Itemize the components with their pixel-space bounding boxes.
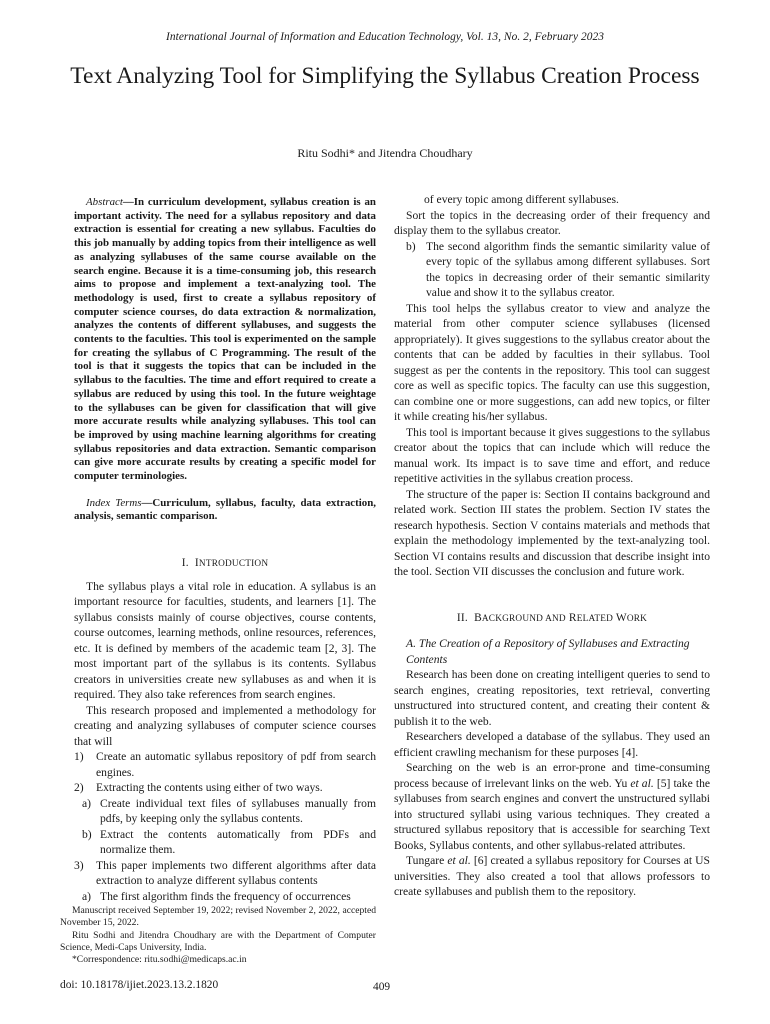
footnote-correspondence: *Correspondence: ritu.sodhi@medicaps.ac.in [72, 954, 247, 966]
list-item: 1) Create an automatic syllabus repository of pdf from search engines. [74, 750, 376, 779]
list-item: a) The first algorithm finds the frequency of occurrences [82, 889, 351, 903]
index-terms-label: Index Terms [86, 496, 142, 509]
searching-paragraph: Searching on the web is an error-prone and time-consuming process because of irrelevant links on the web. Yu et al. [5] take the syllabuses from search engines and convert the unstructured syllabi into structured syllabi using various techniques. They created a structured syllabus repository that is accessible for searching Text Books, Syllabus contents, and other syllabus-related attributes. [394, 761, 711, 852]
section-heading-background: II. BACKGROUND AND RELATED WORK [456, 611, 648, 624]
paper-structure-paragraph: The structure of the paper is: Section II contains background and related work. Section III states the problem. Section IV states the research hypothesis. Section V contains materials and methods that explain the methodology implemented by the text-analyzing tool. Section VI contains results and discussion that describe insight into the tool. Section VII discusses the conclusion and future work. [394, 487, 710, 578]
paper-title: Text Analyzing Tool for Simplifying the Syllabus Creation Process [70, 63, 700, 89]
doi-footer: doi: 10.18178/ijiet.2023.13.2.1820 [60, 979, 219, 991]
list-item: 2) Extracting the contents using either of two ways. [74, 781, 323, 795]
list-item: 3) This paper implements two different algorithms after data extraction to analyze different syllabus contents [74, 858, 376, 888]
tool-helps-paragraph: This tool helps the syllabus creator to view and analyze the material from other computer science syllabuses (licensed appropriately). It gives suggestions to the syllabus creator about the contents that can be added by faculties in their syllabus. Tool suggest as per the contents in the repository. This tool can suggest core as well as specific topics. The faculty can use this suggestion, can combine one or more suggestions, can add new topics, or filter it while creating his/her syllabus. [394, 301, 710, 423]
footnote [60, 905, 376, 966]
journal-header: International Journal of Information and Education Technology, Vol. 13, No. 2, February 2023 [166, 31, 604, 43]
footnote-affiliation: Ritu Sodhi and Jitendra Choudhary are with the Department of Computer Science, Medi-Caps University, India. [60, 929, 376, 953]
intro-paragraph-2: This research proposed and implemented a methodology for creating and analyzing syllabuses of computer science courses that will [74, 703, 376, 748]
right-column [394, 192, 710, 900]
abstract-label: Abstract [86, 196, 123, 208]
sort-paragraph: Sort the topics in the decreasing order of their frequency and display them to the syllabus creator. [394, 208, 710, 237]
tool-important-paragraph: This tool is important because it gives suggestions to the syllabus creator about the topics that can include which will reduce the manual work. Its impact is to save time and effort, and reduce repetitive activities in the syllabus creation process. [394, 425, 710, 485]
page-number: 409 [373, 981, 391, 993]
list-continuation: of every topic among different syllabuses. [424, 193, 619, 206]
paper-authors: Ritu Sodhi* and Jitendra Choudhary [297, 146, 473, 160]
section-heading-introduction: I. INTRODUCTION [181, 557, 269, 570]
list-item: a) Create individual text files of syllabuses manually from pdfs, by keeping only the syllabus contents. [82, 796, 376, 826]
index-terms [74, 497, 376, 524]
abstract [74, 196, 376, 484]
research-paragraph: Research has been done on creating intelligent queries to send to search engines, creating repositories, text retrieval, converting unstructured into structured content, and creating their content & publish it to the web. [394, 668, 710, 728]
database-paragraph: Researchers developed a database of the syllabus. They used an efficient crawling mechanism for these purposes [4]. [394, 730, 710, 759]
list-item: b) Extract the contents automatically from PDFs and normalize them. [82, 827, 376, 857]
subsection-heading: A. The Creation of a Repository of Syllabuses and Extracting Contents [406, 637, 690, 666]
abstract-text: —In curriculum development, syllabus creation is an important activity. The need for a syllabus repository and data extraction is essential for creating a new syllabus. Faculties do this job manually by adding topics from their intelligence as well as analyzing syllabuses of the same course available on the search engine. Because it is a time-consuming job, this research aims to propose and implement a text-analyzing tool. The methodology is used, first to create a syllabus repository of computer science courses, do data extraction & normalization, analyzes the contents of different syllabuses, and suggests the contents to the faculties. This tool is experimented on the sample for creating the syllabus of C Programming. The result of the tool is that it suggests the topics that can be included in the syllabus to the faculties. The time and effort required to create a syllabus are reduced by using this tool. In the future weightage to the syllabuses can be given for classification that will give more accurate results while analyzing syllabuses. This tool can be improved by using machine learning algorithms for creating syllabus repositories and data extraction. Semantic comparison can give more accurate results by creating a specific model for computer terminologies. [74, 196, 376, 483]
index-terms-text: —Curriculum, syllabus, faculty, data extraction, analysis, semantic comparison. [74, 496, 376, 523]
tungare-paragraph: Tungare et al. [6] created a syllabus repository for Courses at US universities. They also created a tool that allows professors to create syllabuses and publish them to the repository. [394, 854, 710, 898]
footnote-manuscript: Manuscript received September 19, 2022; revised November 2, 2022, accepted November 15, 2022. [60, 905, 376, 929]
intro-paragraph-1: The syllabus plays a vital role in education. A syllabus is an important resource for faculties, students, and learners [1]. The syllabus consists mainly of course objectives, course contents, course outcomes, learning methods, online resources, references, etc. It is defined by members of the academic team [2, 3]. The most important part of the syllabus is its contents. Syllabus creators in universities create new syllabuses as and when it is required. They also take references from search engines. [74, 579, 376, 702]
left-column [74, 196, 376, 904]
list-item: b) The second algorithm finds the semantic similarity value of every topic of the syllabus among different syllabuses. Sort the topics in decreasing order of their semantic similarity value and show it to the syllabus creator. [406, 239, 710, 299]
